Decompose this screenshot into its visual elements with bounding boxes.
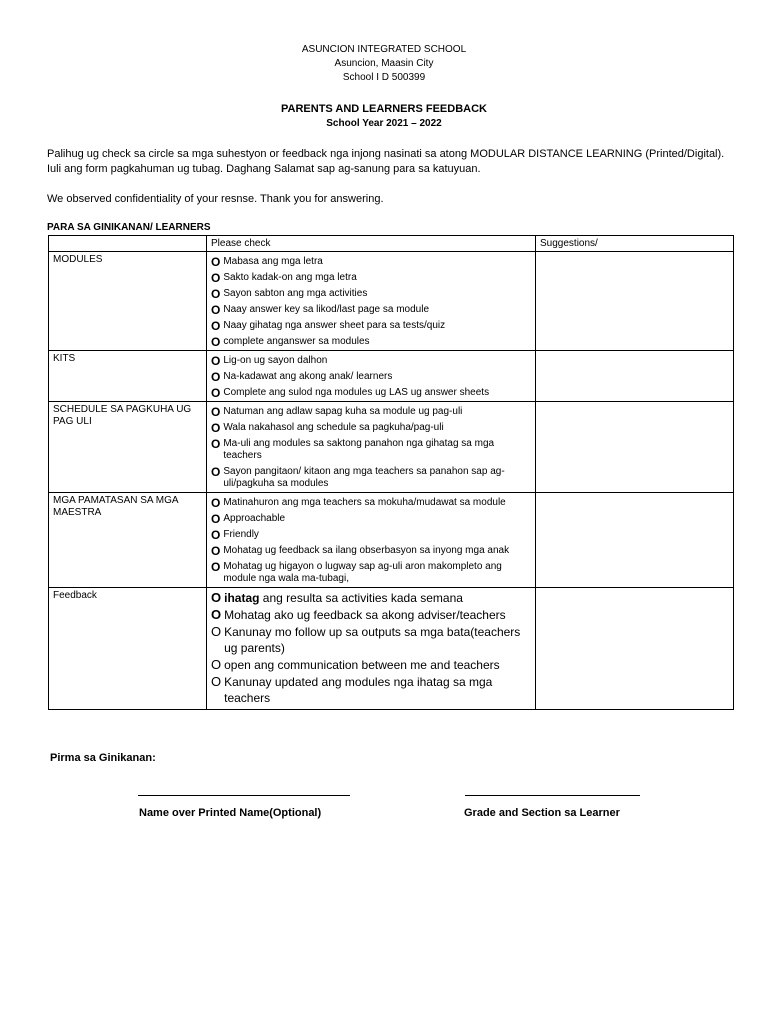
check-circle[interactable]: O [211,303,221,317]
table-row-modules [49,252,734,351]
category-cell [49,402,207,493]
suggestion-cell[interactable] [536,402,734,493]
check-circle[interactable]: O [211,560,221,574]
option-rest: ang resulta sa activities kada semana [259,591,463,605]
check-circle[interactable]: O [211,496,221,510]
option-label: complete anganswer sa modules [223,336,370,347]
option-label: Sayon sabton ang mga activities [223,288,368,299]
check-circle[interactable]: O [211,287,221,301]
option-item[interactable] [211,529,531,541]
confidentiality-note: We observed confidentiality of your resnse. Thank you for answering. [47,193,384,205]
suggestion-cell[interactable] [536,493,734,588]
table-row-kits [49,351,734,402]
options-cell [207,402,536,493]
option-label: Natuman ang adlaw sapag kuha sa module ug pag-uli [223,406,463,417]
option-item[interactable] [211,387,531,399]
instructions-paragraph: Palihug ug check sa circle sa mga suhestyon or feedback nga injong nasinati sa atong MODULAR DISTANCE LEARNING (Printed/Digital). Iuli ang form pagkahuman ug tubag. Daghang Salamat sap ag-sanung para sa katuyuan. [47,148,725,175]
option-label: Sayon pangitaon/ kitaon ang mga teachers sa panahon sap ag-uli/pagkuha sa modules [223,466,505,489]
check-circle[interactable]: O [211,437,221,451]
check-circle[interactable]: O [211,590,222,605]
options-cell [207,588,536,710]
table-row-schedule [49,402,734,493]
document-title: PARENTS AND LEARNERS FEEDBACK [281,103,487,115]
check-circle[interactable]: O [211,255,221,269]
check-circle[interactable]: O [211,335,221,349]
option-label: Complete ang sulod nga modules ug LAS ug answer sheets [223,387,490,398]
option-item[interactable] [211,288,531,300]
option-label: Naay answer key sa likod/last page sa module [223,304,430,315]
table-row-teacher-conduct [49,493,734,588]
grade-section-line[interactable] [465,795,640,796]
check-circle[interactable]: O [211,674,222,689]
options-cell [207,351,536,402]
check-circle[interactable]: O [211,607,222,622]
option-item[interactable] [211,497,531,509]
option-label: Na-kadawat ang akong anak/ learners [223,371,393,382]
option-item[interactable] [211,336,531,348]
check-circle[interactable]: O [211,465,221,479]
check-circle[interactable]: O [211,271,221,285]
option-item[interactable] [211,355,531,367]
feedback-table [48,235,734,710]
option-item[interactable] [211,624,531,656]
option-bold-word: ihatag [224,591,260,605]
category-label: MGA PAMATASAN SA MGA MAESTRA [53,495,179,518]
option-label: Wala nakahasol ang schedule sa pagkuha/pag-uli [223,422,444,433]
name-signature-line[interactable] [138,795,350,796]
table-row-feedback [49,588,734,710]
option-item[interactable] [211,438,531,462]
section-heading: PARA SA GINIKANAN/ LEARNERS [47,222,211,233]
option-item[interactable] [211,466,531,490]
suggestion-cell[interactable] [536,252,734,351]
option-item[interactable] [211,406,531,418]
options-cell [207,493,536,588]
check-circle[interactable]: O [211,319,221,333]
name-caption: Name over Printed Name(Optional) [139,807,322,819]
option-item[interactable] [211,674,531,706]
category-label: MODULES [53,254,103,265]
option-item[interactable] [211,607,531,623]
option-label: Friendly [223,529,259,540]
header-category-cell [49,236,207,252]
option-label: Mohatag ako ug feedback sa akong adviser/teachers [224,608,506,622]
option-label [224,590,463,606]
category-label: Feedback [53,590,97,601]
category-cell [49,351,207,402]
option-item[interactable] [211,320,531,332]
check-circle[interactable]: O [211,370,221,384]
category-cell [49,588,207,710]
check-circle[interactable]: O [211,354,221,368]
school-year: School Year 2021 – 2022 [326,118,442,129]
category-label: SCHEDULE SA PAGKUHA UG PAG ULI [53,404,192,427]
option-item[interactable] [211,422,531,434]
header-please-check: Please check [207,236,536,252]
check-circle[interactable]: O [211,624,222,639]
category-label: KITS [53,353,76,364]
check-circle[interactable]: O [211,405,221,419]
check-circle[interactable]: O [211,528,221,542]
option-item[interactable] [211,304,531,316]
option-label: open ang communication between me and teachers [224,658,500,672]
option-item[interactable] [211,545,531,557]
school-id: School I D 500399 [342,72,426,83]
option-item[interactable] [211,657,531,673]
check-circle[interactable]: O [211,386,221,400]
check-circle[interactable]: O [211,421,221,435]
school-address: Asuncion, Maasin City [334,58,434,69]
suggestion-cell[interactable] [536,588,734,710]
option-label: Approachable [223,513,286,524]
option-item[interactable] [211,590,531,606]
option-label: Naay gihatag nga answer sheet para sa tests/quiz [223,320,446,331]
category-cell [49,493,207,588]
check-circle[interactable]: O [211,512,221,526]
option-item[interactable] [211,513,531,525]
option-label: Mabasa ang mga letra [223,256,323,267]
table-header-row [49,236,734,252]
suggestion-cell[interactable] [536,351,734,402]
category-cell [49,252,207,351]
option-label: Matinahuron ang mga teachers sa mokuha/mudawat sa module [223,497,506,508]
option-label: Kanunay mo follow up sa outputs sa mga bata(teachers ug parents) [224,625,521,655]
check-circle[interactable]: O [211,544,221,558]
check-circle[interactable]: O [211,657,222,672]
option-label: Mohatag ug higayon o lugway sap ag-uli aron makompleto ang module nga wala ma-tubagi, [223,561,502,584]
option-label: Mohatag ug feedback sa ilang obserbasyon sa inyong mga anak [223,545,510,556]
option-label: Sakto kadak-on ang mga letra [223,272,357,283]
option-item[interactable] [211,561,531,585]
school-name: ASUNCION INTEGRATED SCHOOL [301,44,467,55]
option-item[interactable] [211,371,531,383]
header-suggestions: Suggestions/ [536,236,734,252]
options-cell [207,252,536,351]
grade-section-caption: Grade and Section sa Learner [464,807,620,819]
signature-label: Pirma sa Ginikanan: [50,752,156,764]
option-item[interactable] [211,256,531,268]
option-label: Kanunay updated ang modules nga ihatag sa mga teachers [224,675,493,705]
option-label: Lig-on ug sayon dalhon [223,355,328,366]
option-label: Ma-uli ang modules sa saktong panahon nga gihatag sa mga teachers [223,438,495,461]
option-item[interactable] [211,272,531,284]
